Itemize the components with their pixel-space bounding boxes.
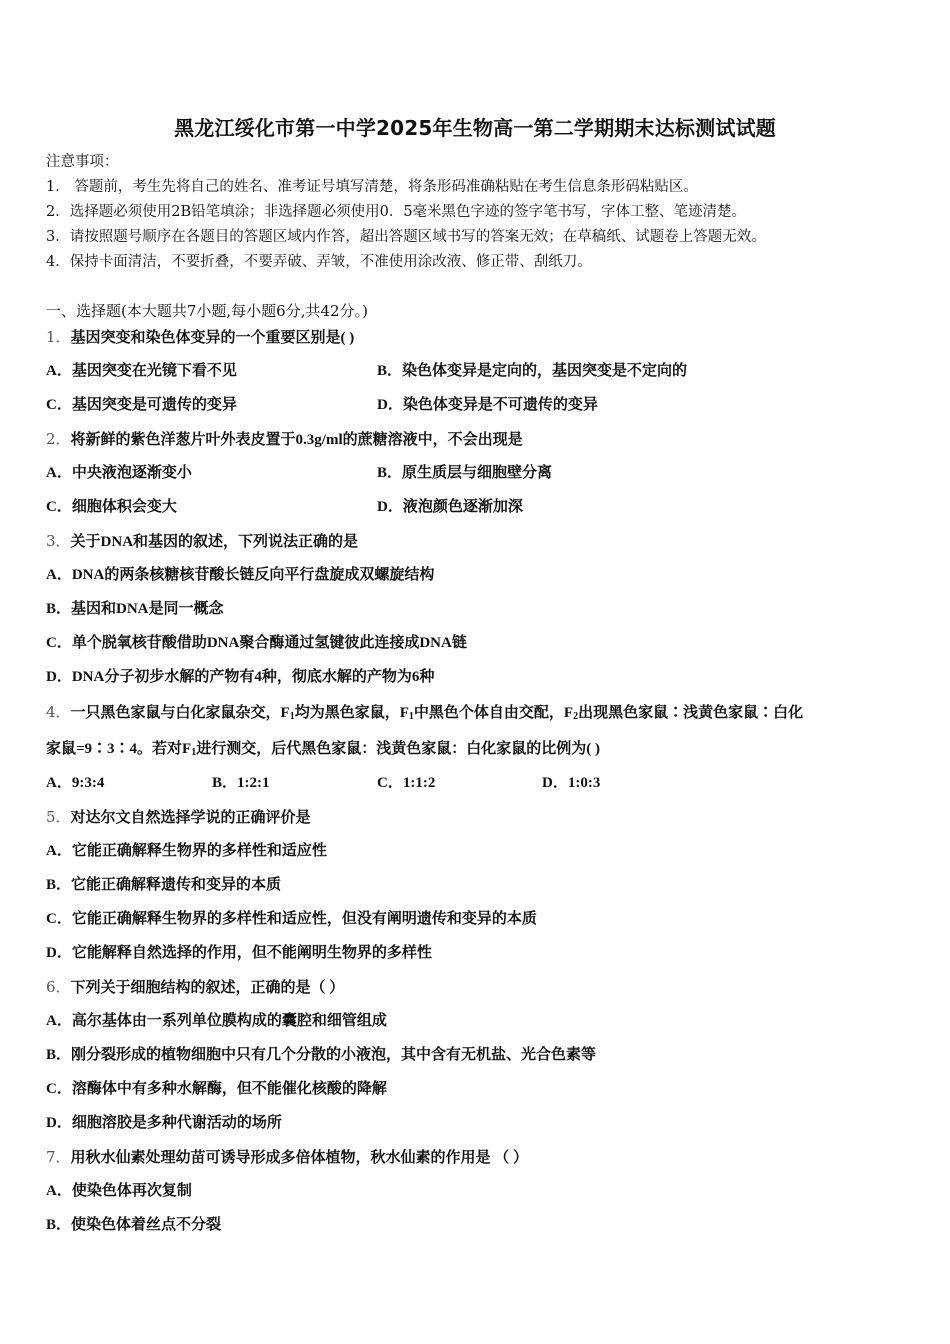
q5-option-d: D．它能解释自然选择的作用，但不能阐明生物界的多样性 <box>46 945 432 961</box>
q6-option-c: C．溶酶体中有多种水解酶，但不能催化核酸的降解 <box>46 1081 387 1097</box>
question-number: 3． <box>46 532 71 550</box>
question-text: 对达尔文自然选择学说的正确评价是 <box>70 810 311 826</box>
q5-option-c: C．它能正确解释生物界的多样性和适应性，但没有阐明遗传和变异的本质 <box>46 911 537 927</box>
question-number: 5． <box>46 808 71 826</box>
question-text: 基因突变和染色体变异的一个重要区别是( ) <box>70 330 355 346</box>
stem-part: 中黑色个体自由交配，F <box>413 705 574 721</box>
note-item: 2．选择题必须使用2B铅笔填涂；非选择题必须使用0．5毫米黑色字迹的签字笔书写，字体工整、笔迹清楚。 <box>46 204 747 220</box>
stem-part: 家鼠=9∶3∶4。若对F <box>46 741 192 757</box>
q6-option-b: B．刚分裂形成的植物细胞中只有几个分散的小液泡，其中含有无机盐、光合色素等 <box>46 1047 597 1063</box>
q3-option-c: C．单个脱氧核苷酸借助DNA聚合酶通过氢键彼此连接成DNA链 <box>46 635 467 651</box>
q2-option-d: D．液泡颜色逐渐加深 <box>377 499 523 515</box>
q2-option-c: C．细胞体积会变大 <box>46 499 177 515</box>
q4-option-b: B．1:2:1 <box>212 775 270 791</box>
q2-option-b: B．原生质层与细胞壁分离 <box>377 465 553 481</box>
question-5-stem <box>46 807 311 828</box>
question-number: 1． <box>46 328 71 346</box>
notes-heading: 注意事项： <box>46 154 119 170</box>
question-text: 下列关于细胞结构的叙述，正确的是（ ） <box>70 980 345 996</box>
question-text: 用秋水仙素处理幼苗可诱导形成多倍体植物，秋水仙素的作用是 （ ） <box>70 1150 529 1166</box>
question-number: 6． <box>46 978 71 996</box>
note-item: 1． 答题前，考生先将自己的姓名、准考证号填写清楚，将条形码准确粘贴在考生信息条形码粘贴区。 <box>46 179 698 195</box>
subscript: 1 <box>191 747 197 758</box>
subscript: 2 <box>573 711 579 722</box>
q1-option-d: D．染色体变异是不可遗传的变异 <box>377 397 598 413</box>
q4-option-d: D．1:0:3 <box>542 775 601 791</box>
stem-part: 出现黑色家鼠∶浅黄色家鼠∶白化 <box>578 705 804 721</box>
note-item: 3．请按照题号顺序在各题目的答题区域内作答，超出答题区域书写的答案无效；在草稿纸、试题卷上答题无效。 <box>46 229 766 245</box>
q5-option-a: A．它能正确解释生物界的多样性和适应性 <box>46 843 327 859</box>
q1-option-c: C．基因突变是可遗传的变异 <box>46 397 237 413</box>
question-number: 2． <box>46 430 71 448</box>
page-title: 黑龙江绥化市第一中学2025年生物高一第二学期期末达标测试试题 <box>174 116 776 140</box>
question-6-stem <box>46 977 344 998</box>
q6-option-d: D．细胞溶胶是多种代谢活动的场所 <box>46 1115 282 1131</box>
stem-part: 进行测交，后代黑色家鼠：浅黄色家鼠：白化家鼠的比例为( ) <box>196 741 600 757</box>
question-number: 7． <box>46 1148 71 1166</box>
subscript: 1 <box>408 711 414 722</box>
question-7-stem <box>46 1147 528 1168</box>
q7-option-b: B．使染色体着丝点不分裂 <box>46 1217 222 1233</box>
q7-option-a: A．使染色体再次复制 <box>46 1183 192 1199</box>
question-4-stem-line-2 <box>46 739 600 759</box>
stem-part: 均为黑色家鼠，F <box>294 705 409 721</box>
question-4-stem-line-1 <box>46 702 803 723</box>
question-text: 将新鲜的紫色洋葱片叶外表皮置于0.3g/ml的蔗糖溶液中，不会出现是 <box>70 432 523 448</box>
q1-option-b: B．染色体变异是定向的，基因突变是不定向的 <box>377 363 688 379</box>
q3-option-a: A．DNA的两条核糖核苷酸长链反向平行盘旋成双螺旋结构 <box>46 567 435 583</box>
note-item: 4．保持卡面清洁，不要折叠，不要弄破、弄皱，不准使用涂改液、修正带、刮纸刀。 <box>46 254 592 270</box>
q1-option-a: A．基因突变在光镜下看不见 <box>46 363 237 379</box>
question-number: 4． <box>46 703 71 721</box>
q2-option-a: A．中央液泡逐渐变小 <box>46 465 192 481</box>
section-heading: 一、选择题(本大题共7小题,每小题6分,共42分。) <box>46 302 368 320</box>
question-text <box>71 705 804 721</box>
question-1-stem <box>46 327 354 348</box>
q3-option-b: B．基因和DNA是同一概念 <box>46 601 224 617</box>
q5-option-b: B．它能正确解释遗传和变异的本质 <box>46 877 282 893</box>
q3-option-d: D．DNA分子初步水解的产物有4种，彻底水解的产物为6种 <box>46 669 435 685</box>
q4-option-a: A．9:3:4 <box>46 775 105 791</box>
subscript: 1 <box>289 711 295 722</box>
question-text: 关于DNA和基因的叙述，下列说法正确的是 <box>70 534 359 550</box>
stem-part: 一只黑色家鼠与白化家鼠杂交，F <box>70 705 290 721</box>
q6-option-a: A．高尔基体由一系列单位膜构成的囊腔和细管组成 <box>46 1013 387 1029</box>
q4-option-c: C．1:1:2 <box>377 775 436 791</box>
question-3-stem <box>46 531 358 552</box>
question-2-stem <box>46 429 523 450</box>
